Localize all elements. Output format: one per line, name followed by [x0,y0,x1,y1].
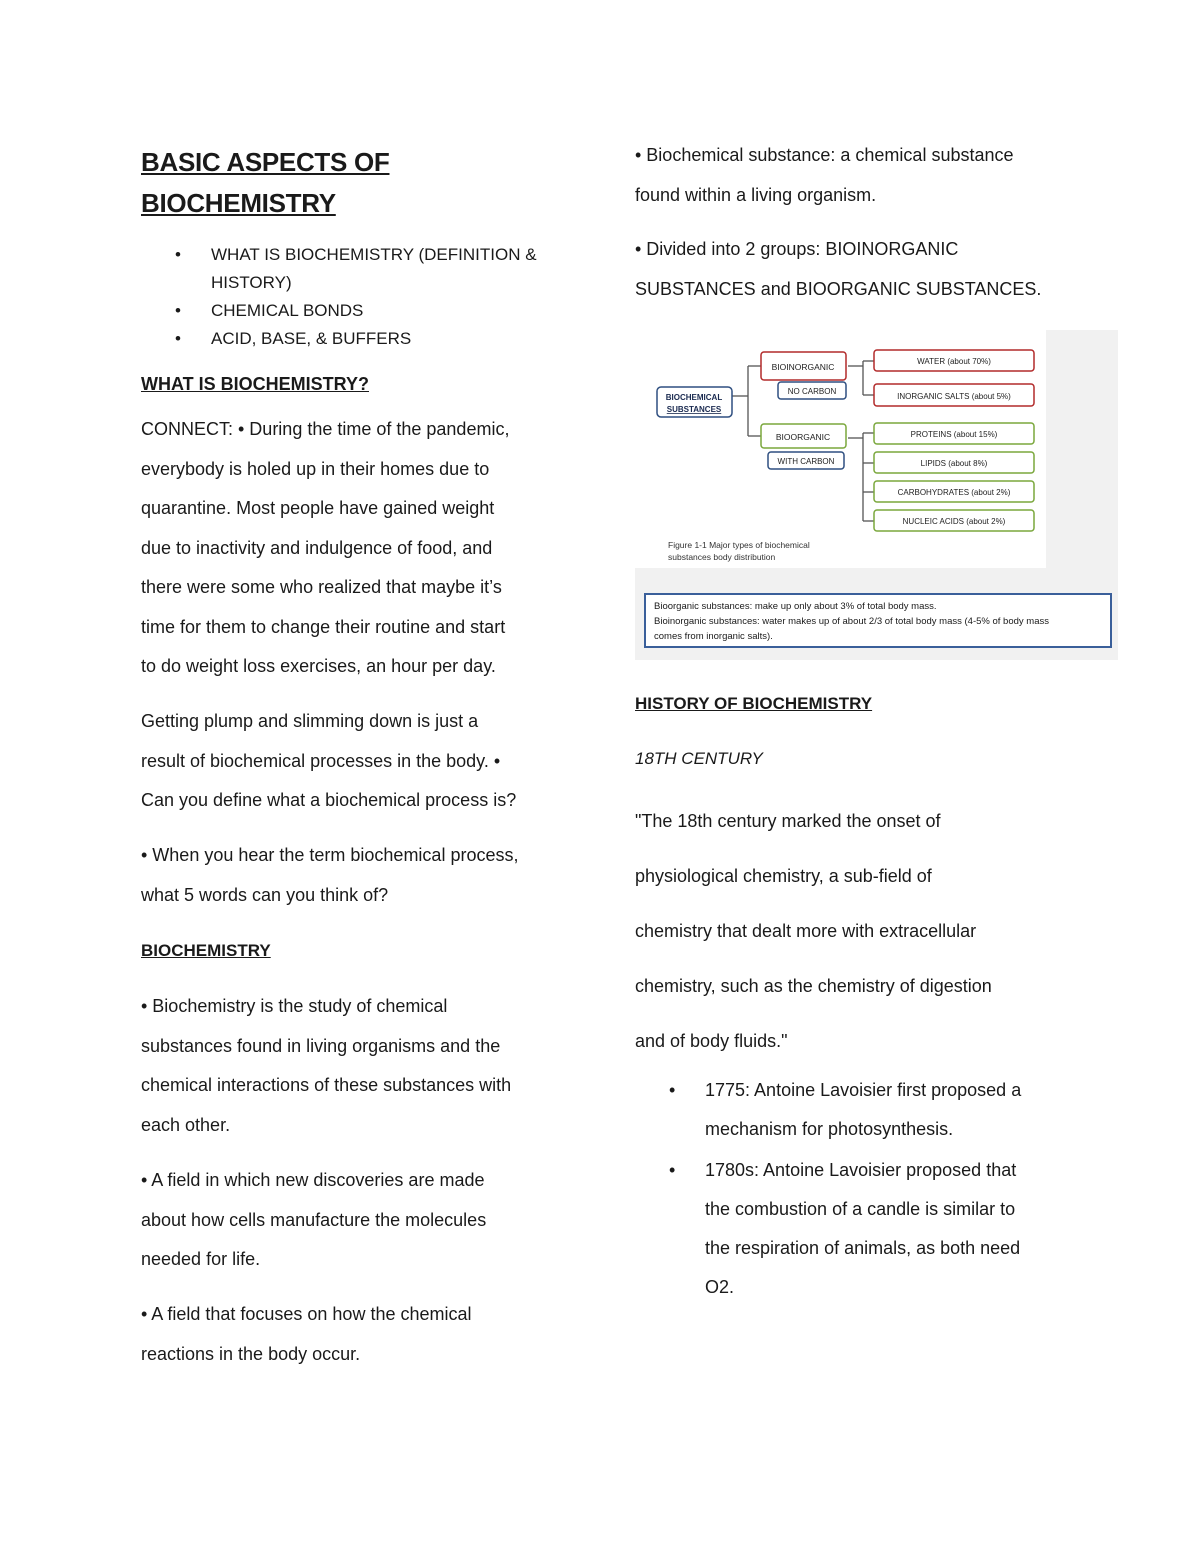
century-label: 18TH CENTURY [635,749,763,768]
quote-line: "The 18th century marked the onset of [635,811,941,831]
quote-paragraph [635,794,1120,1069]
paragraph-line: quarantine. Most people have gained weight [141,498,495,518]
section-heading-biochemistry: BIOCHEMISTRY [141,941,271,960]
paragraph-line: needed for life. [141,1249,261,1269]
hear-paragraph [141,836,581,915]
quote-line: physiological chemistry, a sub-field of [635,866,932,886]
figure-biochemical-substances [635,330,1118,660]
figure-note-box [644,593,1112,648]
history-event-item [635,1151,1120,1307]
lipids-label: LIPIDS (about 8%) [920,459,988,468]
topic-item: • CHEMICAL BONDS [141,297,571,325]
paragraph-line: to do weight loss exercises, an hour per day. [141,656,496,676]
title-line-2: BIOCHEMISTRY [141,188,336,218]
water-label: WATER (about 70%) [917,357,991,366]
field2-paragraph [141,1295,581,1374]
nucleic-acids-label: NUCLEIC ACIDS (about 2%) [902,517,1006,526]
paragraph-line: • A field that focuses on how the chemical [141,1304,472,1324]
paragraph-line: there were some who realized that maybe it’s [141,577,502,597]
connect-paragraph [141,410,581,687]
history-events-list [635,1071,1120,1307]
history-event-item [635,1071,1120,1149]
figure-caption-line-2: substances body distribution [668,552,776,562]
topic-item: • ACID, BASE, & BUFFERS [141,325,571,353]
carbohydrates-label: CARBOHYDRATES (about 2%) [897,488,1011,497]
topic-list [141,241,571,353]
paragraph-line: Can you define what a biochemical process is? [141,790,517,810]
paragraph-line: about how cells manufacture the molecules [141,1209,487,1230]
document-title [141,142,389,224]
event-line: O2. [705,1277,735,1297]
paragraph-line: SUBSTANCES and BIOORGANIC SUBSTANCES. [635,278,1042,299]
paragraph-line: • Biochemistry is the study of chemical [141,996,448,1016]
history-heading: HISTORY OF BIOCHEMISTRY [635,694,873,713]
section-heading-what-is: WHAT IS BIOCHEMISTRY? [141,374,369,394]
plump-paragraph [141,702,581,821]
topic-item: • WHAT IS BIOCHEMISTRY (DEFINITION & HISTORY) [141,241,571,297]
substance-paragraph [635,136,1120,215]
note-line: Bioorganic substances: make up only about 3% of total body mass. [654,601,937,612]
paragraph-line: due to inactivity and indulgence of food, and [141,537,493,558]
title-line-1: BASIC ASPECTS OF [141,147,390,177]
quote-line: chemistry that dealt more with extracellular [635,921,977,941]
proteins-label: PROTEINS (about 15%) [910,430,998,439]
with-carbon-label: WITH CARBON [777,457,835,466]
paragraph-line: CONNECT: • During the time of the pandemic, [141,419,510,439]
paragraph-line: Getting plump and slimming down is just a [141,711,479,731]
event-line: the combustion of a candle is similar to [705,1199,1016,1219]
paragraph-line: found within a living organism. [635,184,877,205]
root-label-2: SUBSTANCES [666,405,722,414]
note-line: comes from inorganic salts). [654,631,773,642]
paragraph-line: • A field in which new discoveries are made [141,1170,485,1190]
quote-line: chemistry, such as the chemistry of digestion [635,976,992,996]
event-line: • 1780s: Antoine Lavoisier proposed that [705,1160,1017,1180]
paragraph-line: time for them to change their routine and start [141,616,506,637]
paragraph-line: • Divided into 2 groups: BIOINORGANIC [635,239,959,259]
bioorganic-label: BIOORGANIC [775,432,831,442]
groups-paragraph [635,230,1120,309]
paragraph-line: reactions in the body occur. [141,1343,361,1364]
root-label-1: BIOCHEMICAL [665,393,723,402]
no-carbon-label: NO CARBON [787,387,837,396]
paragraph-line: what 5 words can you think of? [141,884,389,905]
paragraph-line: • When you hear the term biochemical process, [141,845,519,865]
paragraph-line: each other. [141,1114,231,1135]
field1-paragraph [141,1161,581,1280]
bioinorganic-label: BIOINORGANIC [771,362,835,372]
inorganic-salts-label: INORGANIC SALTS (about 5%) [897,392,1011,401]
paragraph-line: • Biochemical substance: a chemical substance [635,145,1014,165]
paragraph-line: substances found in living organisms and the [141,1035,501,1056]
quote-line: and of body fluids." [635,1031,788,1051]
paragraph-line: result of biochemical processes in the body. • [141,750,501,771]
event-line: mechanism for photosynthesis. [705,1119,954,1139]
classification-diagram [635,330,1046,568]
figure-caption-line-1: Figure 1-1 Major types of biochemical [668,540,810,550]
event-line: the respiration of animals, as both need [705,1238,1021,1258]
paragraph-line: chemical interactions of these substances with [141,1075,512,1095]
paragraph-line: everybody is holed up in their homes due to [141,458,490,479]
note-line: Bioinorganic substances: water makes up of about 2/3 of total body mass (4-5% of body mass [654,616,1049,627]
study-paragraph [141,987,581,1145]
figure-diagram-area [635,330,1046,568]
event-line: • 1775: Antoine Lavoisier first proposed a [705,1080,1022,1100]
